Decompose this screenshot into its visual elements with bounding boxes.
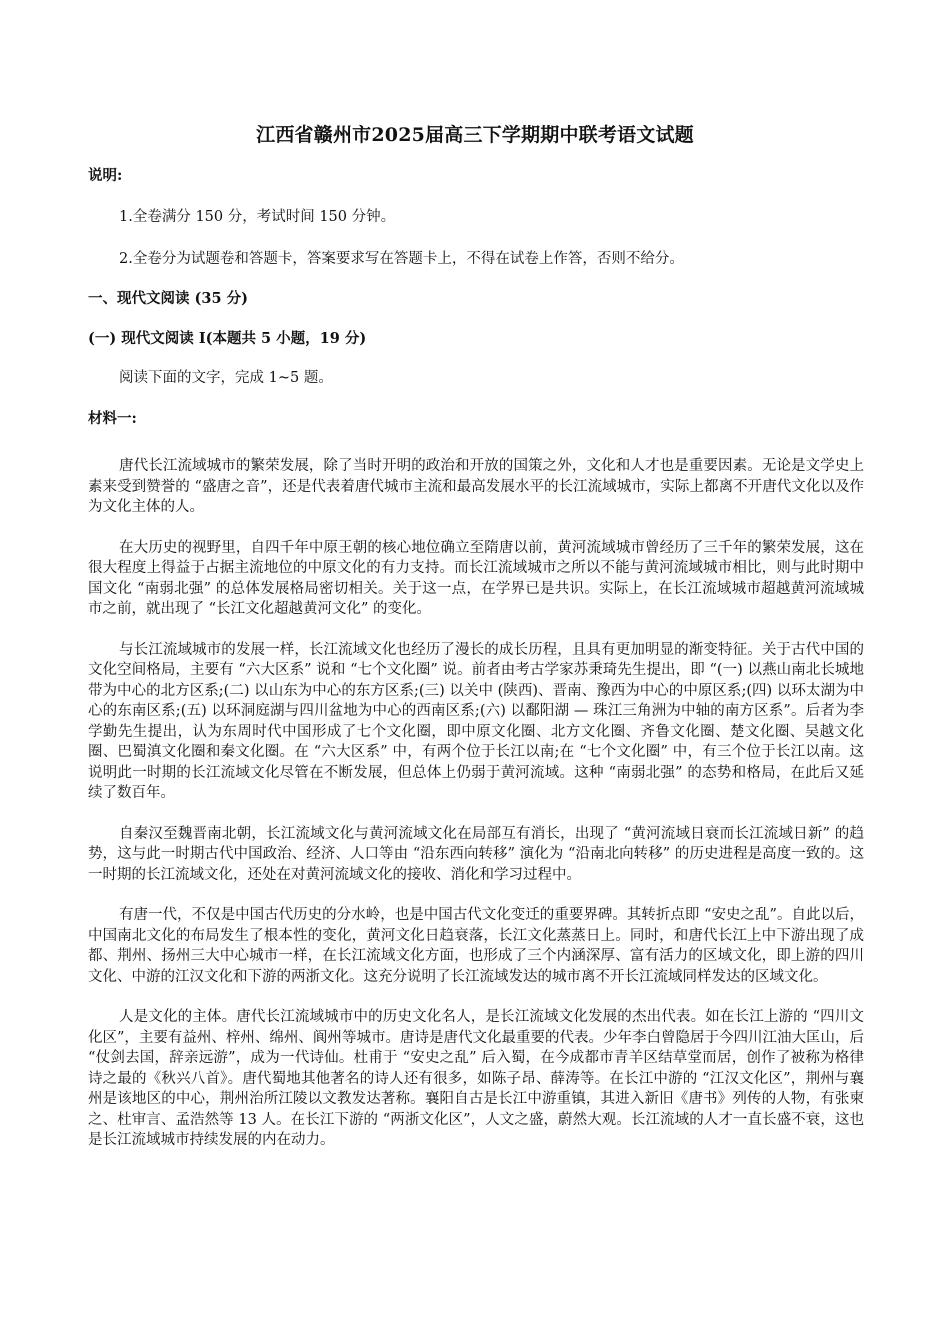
body-paragraph: 自秦汉至魏晋南北朝，长江流域文化与黄河流域文化在局部互有消长，出现了 “黄河流域日衰而长江流域日新” 的趋势，这与此一时期古代中国政治、经济、人口等由 “沿东西向转移” 演化为 “沿南北向转移” 的历史进程是高度一致的。这一时期的长江流域文化，还处在对黄河流域文化的接收、消化和学习过程中。 — [88, 825, 864, 883]
subsection-heading: (一) 现代文阅读 Ⅰ(本题共 5 小题，19 分) — [88, 330, 367, 347]
document-title: 江西省赣州市2025届高三下学期期中联考语文试题 — [256, 124, 694, 146]
body-paragraph: 唐代长江流域城市的繁荣发展，除了当时开明的政治和开放的国策之外，文化和人才也是重要因素。无论是文学史上素来受到赞誉的 “盛唐之音”，还是代表着唐代城市主流和最高发展水平的长江流域城市，实际上都离不开唐代文化以及作为文化主体的人。 — [88, 458, 864, 515]
body-paragraph: 人是文化的主体。唐代长江流域城市中的历史文化名人，是长江流域文化发展的杰出代表。如在长江上游的 “四川文化区”，主要有益州、梓州、绵州、阆州等城市。唐诗是唐代文化最重要的代表。少年李白曾隐居于今四川江油大匡山，后 “仗剑去国，辞亲远游”，成为一代诗仙。杜甫于 “安史之乱” 后入蜀，在今成都市青羊区结草堂而居，创作了被称为格律诗之最的《秋兴八首》。唐代蜀地其他著名的诗人还有很多，如陈子昂、薛涛等。在长江中游的 “江汉文化区”，荆州与襄州是该地区的中心，荆州治所江陵以文教发达著称。襄阳自古是长江中游重镇，其进入新旧《唐书》列传的人物，有张柬之、杜审言、孟浩然等 13 人。在长江下游的 “两浙文化区”，人文之盛，蔚然大观。长江流域的人才一直长盛不衰，这也是长江流域城市持续发展的内在动力。 — [88, 1009, 864, 1148]
section-heading: 一、现代文阅读 (35 分) — [88, 290, 248, 307]
body-paragraph: 在大历史的视野里，自四千年中原王朝的核心地位确立至隋唐以前，黄河流域城市曾经历了三千年的繁荣发展，这在很大程度上得益于占据主流地位的中原文化的有力支持。而长江流域城市之所以不能与黄河流域城市相比，则与此时期中国文化 “南弱北强” 的总体发展格局密切相关。关于这一点，在学界已是共识。实际上，在长江流域城市超越黄河流域城市之前，就出现了 “长江文化超越黄河文化” 的变化。 — [88, 539, 864, 617]
body-paragraph: 有唐一代，不仅是中国古代历史的分水岭，也是中国古代文化变迁的重要界碑。其转折点即 “安史之乱”。自此以后，中国南北文化的布局发生了根本性的变化，黄河文化日趋衰落，长江文化蒸蒸日上。同时，和唐代长江上中下游出现了成都、荆州、扬州三大中心城市一样，在长江流域文化方面，也形成了三个内涵深厚、富有活力的区域文化，即上游的四川文化、中游的江汉文化和下游的两浙文化。这充分说明了长江流域发达的城市离不开长江流域同样发达的区域文化。 — [88, 907, 864, 985]
body-paragraph: 与长江流域城市的发展一样，长江流域文化也经历了漫长的成长历程，且具有更加明显的渐变特征。关于古代中国的文化空间格局，主要有 “六大区系” 说和 “七个文化圈” 说。前者由考古学家苏秉琦先生提出，即 “(一) 以燕山南北长城地带为中心的北方区系;(二) 以山东为中心的东方区系;(三) 以关中 (陕西)、晋南、豫西为中心的中原区系;(四) 以环太湖为中心的东南区系;(五) 以环洞庭湖与四川盆地为中心的西南区系;(六) 以鄱阳湖 — 珠江三角洲为中轴的南方区系”。后者为李学勤先生提出，认为东周时代中国形成了七个文化圈，即中原文化圈、北方文化圈、齐鲁文化圈、楚文化圈、吴越文化圈、巴蜀滇文化圈和秦文化圈。在 “六大区系” 中，有两个位于长江以南;在 “七个文化圈” 中，有三个位于长江以南。这说明此一时期的长江流域文化尽管在不断发展，但总体上仍弱于黄河流域。这种 “南弱北强” 的态势和格局，在此后又延续了数百年。 — [88, 641, 864, 801]
instruction-item: 2.全卷分为试题卷和答题卡，答案要求写在答题卡上，不得在试卷上作答，否则不给分。 — [119, 251, 684, 267]
instructions-heading: 说明: — [88, 167, 123, 184]
material-heading: 材料一: — [88, 410, 137, 427]
reading-instruction: 阅读下面的文字，完成 1~5 题。 — [119, 370, 333, 386]
instruction-item: 1.全卷满分 150 分，考试时间 150 分钟。 — [119, 209, 396, 225]
document-body — [88, 166, 864, 1151]
